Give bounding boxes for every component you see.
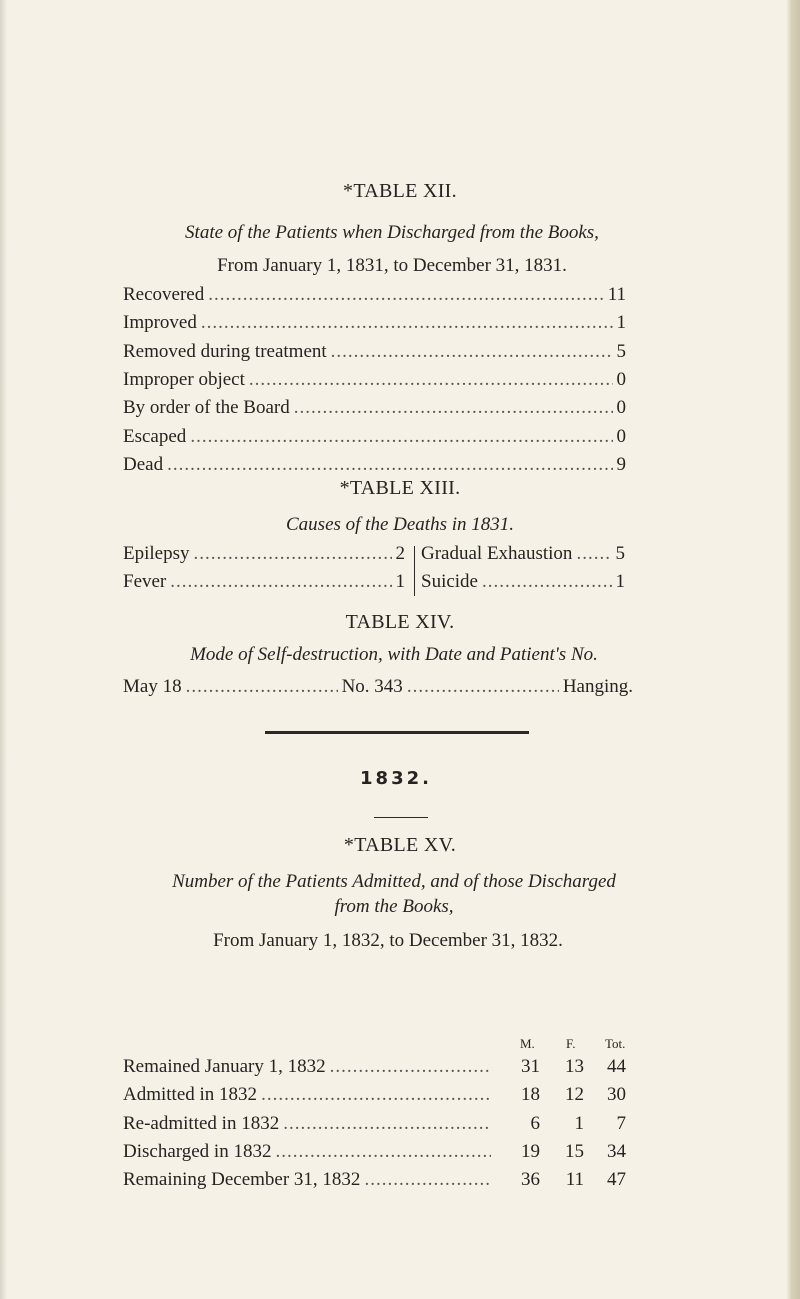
- section-rule-short: [374, 817, 428, 818]
- table15-cell: [502, 1169, 540, 1191]
- table12-subtitle: State of the Patients when Discharged from the Books,: [185, 222, 599, 243]
- table15-subtitle-line1: Number of the Patients Admitted, and of those Discharged: [172, 871, 616, 892]
- row-label: Gradual Exhaustion: [421, 543, 573, 564]
- table15-row: [123, 1113, 495, 1135]
- row-label: Admitted in 1832: [123, 1084, 258, 1106]
- row-female-count: 15: [565, 1140, 584, 1162]
- row-value: 5: [615, 543, 625, 564]
- row-male-count: 6: [530, 1112, 540, 1134]
- row-label: Recovered: [123, 284, 205, 305]
- table13-title: *TABLE XIII.: [339, 477, 461, 499]
- patient-number: No. 343: [341, 676, 403, 697]
- row-total-count: 30: [607, 1084, 626, 1106]
- row-male-count: 31: [521, 1056, 540, 1077]
- table12-row: [123, 397, 626, 419]
- table15-row: [123, 1169, 495, 1191]
- row-label: Remained January 1, 1832: [123, 1056, 326, 1077]
- table12-period: From January 1, 1831, to December 31, 1831.: [217, 255, 567, 276]
- row-label: Epilepsy: [123, 543, 190, 564]
- table15-row: [123, 1141, 495, 1163]
- table15-cell: [502, 1113, 540, 1135]
- table15-cell: [502, 1056, 540, 1078]
- row-total-count: 44: [607, 1056, 626, 1077]
- table15-cell: [546, 1056, 584, 1078]
- suicide-mode: Hanging.: [562, 676, 633, 697]
- table12-row: [123, 312, 626, 334]
- year-heading: 1832.: [360, 768, 432, 789]
- row-total-count: 47: [607, 1169, 626, 1191]
- table15-cell: [546, 1169, 584, 1191]
- row-male-count: 36: [521, 1169, 540, 1191]
- row-value: 0: [616, 397, 626, 419]
- table12-row: [123, 284, 626, 306]
- table12-row: [123, 369, 626, 391]
- row-male-count: 18: [521, 1084, 540, 1106]
- row-female-count: 11: [565, 1169, 584, 1191]
- table15-cell: [588, 1113, 626, 1135]
- table15-cell: [588, 1056, 626, 1078]
- row-value: 1: [615, 571, 625, 592]
- row-value: 5: [616, 340, 626, 362]
- table14-row: [123, 676, 633, 698]
- table13-right-row: [421, 543, 625, 565]
- table13-left-row: [123, 543, 405, 565]
- row-label: By order of the Board: [123, 397, 290, 419]
- table13-subtitle: Causes of the Deaths in 1831.: [286, 514, 514, 535]
- table15-cell: [546, 1084, 584, 1106]
- row-female-count: 13: [565, 1056, 584, 1077]
- row-value: 11: [607, 284, 626, 305]
- table15-row: [123, 1056, 495, 1078]
- table15-cell: [588, 1169, 626, 1191]
- table14-subtitle: Mode of Self-destruction, with Date and Patient's No.: [190, 644, 598, 665]
- row-total-count: 7: [616, 1112, 626, 1134]
- row-label: Suicide: [421, 571, 478, 592]
- column-header-tot: Tot.: [605, 1036, 626, 1051]
- table14-title: TABLE XIV.: [345, 611, 455, 633]
- column-header-f: F.: [566, 1036, 576, 1051]
- suicide-date: May 18: [123, 676, 182, 697]
- table12-row: [123, 454, 626, 476]
- table15-cell: [588, 1141, 626, 1163]
- table15-cell: [546, 1113, 584, 1135]
- row-total-count: 34: [607, 1140, 626, 1162]
- row-value: 1: [616, 312, 626, 334]
- table13-left-row: [123, 571, 405, 593]
- table12-row: [123, 426, 626, 448]
- table12-row: [123, 341, 626, 363]
- table15-row: [123, 1084, 495, 1106]
- table15-subtitle-line2: from the Books,: [334, 896, 454, 917]
- row-label: Fever: [123, 571, 167, 592]
- row-value: 0: [616, 425, 626, 447]
- row-male-count: 19: [521, 1140, 540, 1162]
- table15-cell: [502, 1084, 540, 1106]
- row-label: Removed during treatment: [123, 340, 327, 362]
- row-label: Escaped: [123, 425, 187, 447]
- row-label: Improper object: [123, 368, 245, 390]
- row-label: Discharged in 1832: [123, 1140, 272, 1162]
- table15-period: From January 1, 1832, to December 31, 1832.: [213, 930, 563, 951]
- table12-title: *TABLE XII.: [343, 180, 457, 202]
- column-header-m: M.: [520, 1036, 535, 1051]
- row-label: Remaining December 31, 1832: [123, 1169, 361, 1191]
- row-value: 2: [395, 543, 405, 564]
- row-value: 9: [616, 453, 626, 475]
- section-rule-thick: [265, 731, 529, 734]
- table15-cell: [546, 1141, 584, 1163]
- table15-title: *TABLE XV.: [343, 834, 457, 856]
- row-value: 1: [395, 571, 405, 592]
- table15-cell: [502, 1141, 540, 1163]
- row-label: Re-admitted in 1832: [123, 1112, 280, 1134]
- table15-cell: [588, 1084, 626, 1106]
- table13-column-divider: [414, 546, 415, 596]
- row-label: Improved: [123, 312, 197, 334]
- row-female-count: 12: [565, 1084, 584, 1106]
- row-label: Dead: [123, 453, 164, 475]
- row-value: 0: [616, 368, 626, 390]
- row-female-count: 1: [574, 1112, 584, 1134]
- table13-right-row: [421, 571, 625, 593]
